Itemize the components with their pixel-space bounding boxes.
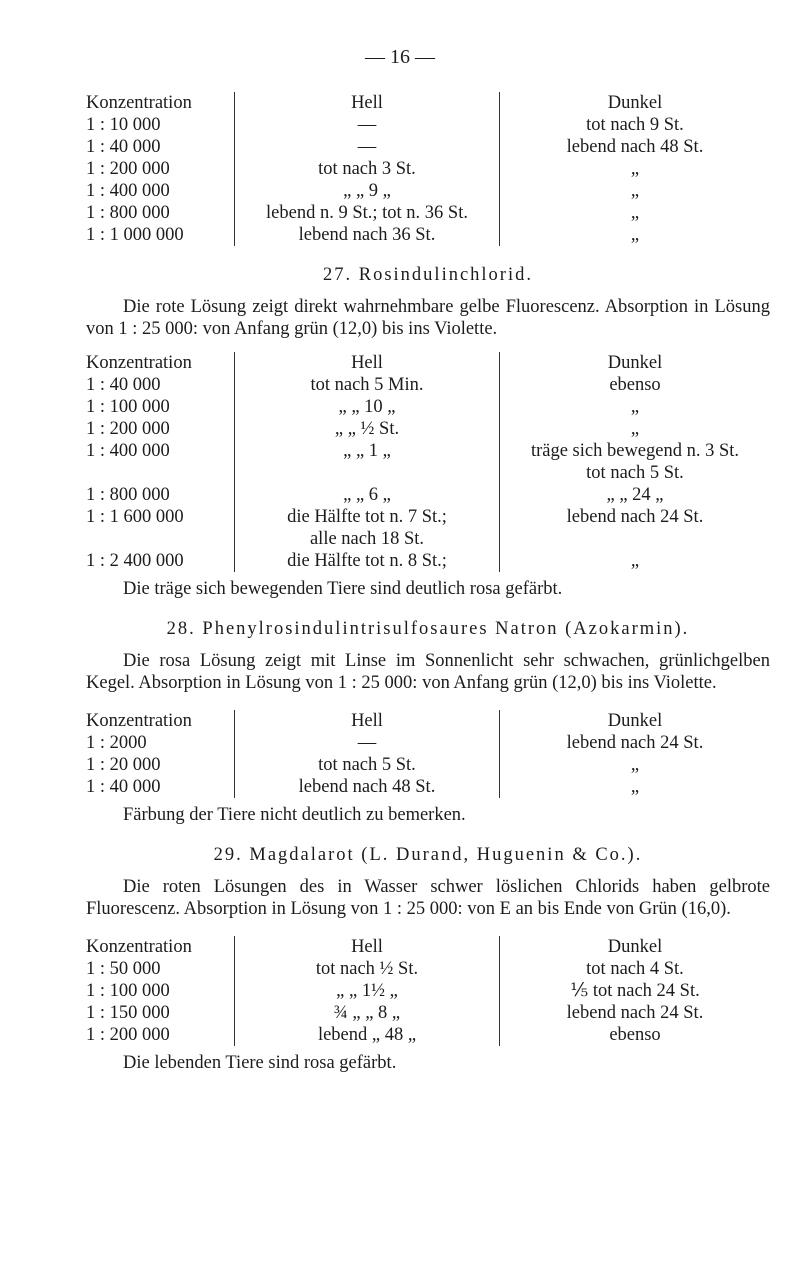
table-cell-dunkel: tot nach 9 St. [586,115,684,135]
table-cell-dunkel: ⅕ tot nach 24 St. [570,981,700,1001]
table-row [86,418,770,440]
table-2-header-hell: Hell [235,352,500,374]
page-number: — 16 — [365,46,435,68]
table-cell-dunkel: tot nach 4 St. [586,959,684,979]
table-cell-dunkel: lebend nach 24 St. [566,1003,704,1023]
table-cell-konzentration: 1 : 200 000 [86,419,170,439]
table-cell-dunkel: „ „ 24 „ [606,485,664,505]
table-cell-konzentration: 1 : 10 000 [86,115,161,135]
table-4-header-konzentration: Konzentration [86,937,192,957]
table-row [86,754,770,776]
table-cell-konzentration: 1 : 800 000 [86,203,170,223]
table-cell-hell: „ „ 6 „ [235,484,500,506]
table-1-header-hell: Hell [235,92,500,114]
table-row [86,462,770,484]
table-cell-konzentration: 1 : 1 600 000 [86,507,184,527]
table-cell-konzentration: 1 : 2000 [86,733,147,753]
table-cell-konzentration: 1 : 400 000 [86,441,170,461]
section-29-note: Die lebenden Tiere sind rosa gefärbt. [123,1053,397,1073]
table-cell-hell: lebend „ 48 „ [235,1024,500,1046]
table-cell-hell: lebend n. 9 St.; tot n. 36 St. [235,202,500,224]
section-29-paragraph: Die roten Lösungen des in Wasser schwer löslichen Chlorids haben gelbrote Fluorescenz. Absorption in Lösung von 1 : 25 000: von E an bis Ende von Grün (16,0). [86,877,770,919]
table-row [86,136,770,158]
table-cell-dunkel: ebenso [609,1025,661,1045]
section-28-note: Färbung der Tiere nicht deutlich zu bemerken. [123,805,466,825]
table-cell-hell: die Hälfte tot n. 8 St.; [235,550,500,572]
table-row [86,158,770,180]
table-row [86,528,770,550]
table-2-header-konzentration: Konzentration [86,353,192,373]
table-cell-hell: ¾ „ „ 8 „ [235,1002,500,1024]
table-cell-hell: tot nach ½ St. [235,958,500,980]
table-1-header-dunkel: Dunkel [607,93,663,113]
table-cell-hell: „ „ 1 „ [235,440,500,462]
section-28-title: 28. Phenylrosindulintrisulfosaures Natron (Azokarmin). [166,619,690,639]
table-cell-dunkel: „ [630,159,640,179]
table-1 [86,92,770,246]
table-cell-dunkel: „ [630,225,640,245]
table-cell-dunkel: tot nach 5 St. [586,463,684,483]
table-row [86,484,770,506]
table-cell-konzentration: 1 : 20 000 [86,755,161,775]
table-4-header-hell: Hell [235,936,500,958]
table-cell-dunkel: „ [630,203,640,223]
table-cell-dunkel: lebend nach 24 St. [566,733,704,753]
table-row [86,958,770,980]
table-cell-dunkel: lebend nach 48 St. [566,137,704,157]
table-row [86,440,770,462]
table-row [86,506,770,528]
table-cell-dunkel: träge sich bewegend n. 3 St. [530,441,740,461]
table-cell-konzentration: 1 : 1 000 000 [86,225,184,245]
table-cell-hell: die Hälfte tot n. 7 St.; [235,506,500,528]
table-cell-konzentration: 1 : 100 000 [86,397,170,417]
table-4-body [86,958,770,1046]
table-cell-konzentration: 1 : 800 000 [86,485,170,505]
table-row [86,374,770,396]
table-cell-konzentration [86,528,235,550]
table-cell-hell: alle nach 18 St. [235,528,500,550]
table-1-body [86,114,770,246]
table-cell-hell: tot nach 5 St. [235,754,500,776]
table-1-header-konzentration: Konzentration [86,93,192,113]
table-row [86,732,770,754]
table-cell-konzentration [86,462,235,484]
table-cell-konzentration: 1 : 50 000 [86,959,161,979]
table-cell-konzentration: 1 : 40 000 [86,137,161,157]
table-row [86,980,770,1002]
table-cell-hell [235,462,500,484]
table-cell-hell: „ „ 1½ „ [235,980,500,1002]
table-cell-hell: „ „ 10 „ [235,396,500,418]
table-cell-hell: tot nach 5 Min. [235,374,500,396]
table-row [86,202,770,224]
table-cell-hell: lebend nach 48 St. [235,776,500,798]
table-3-header-dunkel: Dunkel [607,711,663,731]
table-cell-hell: — [235,732,500,754]
table-cell-konzentration: 1 : 200 000 [86,1025,170,1045]
table-row [86,180,770,202]
table-cell-konzentration: 1 : 2 400 000 [86,551,184,571]
table-cell-konzentration: 1 : 200 000 [86,159,170,179]
table-3-header-hell: Hell [235,710,500,732]
section-27-note: Die träge sich bewegenden Tiere sind deutlich rosa gefärbt. [123,579,563,599]
section-28-paragraph: Die rosa Lösung zeigt mit Linse im Sonnenlicht sehr schwachen, grünlichgelben Kegel. Absorption in Lösung von 1 : 25 000: von Anfang grün (12,0) bis ins Violette. [86,651,770,693]
table-2 [86,352,770,572]
table-cell-hell: — [235,136,500,158]
table-row [86,396,770,418]
table-cell-dunkel: „ [630,397,640,417]
table-cell-dunkel [500,528,771,550]
table-4-header-dunkel: Dunkel [607,937,663,957]
table-cell-dunkel: lebend nach 24 St. [566,507,704,527]
table-cell-konzentration: 1 : 40 000 [86,375,161,395]
table-cell-konzentration: 1 : 150 000 [86,1003,170,1023]
table-2-header-dunkel: Dunkel [607,353,663,373]
table-3 [86,710,770,798]
table-cell-hell: — [235,114,500,136]
table-row [86,1002,770,1024]
table-3-header-konzentration: Konzentration [86,711,192,731]
table-3-body [86,732,770,798]
table-cell-hell: lebend nach 36 St. [235,224,500,246]
table-cell-dunkel: „ [630,551,640,571]
table-cell-konzentration: 1 : 100 000 [86,981,170,1001]
section-29-title: 29. Magdalarot (L. Durand, Huguenin & Co.). [213,845,643,865]
table-cell-dunkel: ebenso [609,375,661,395]
table-2-body [86,374,770,572]
table-cell-dunkel: „ [630,419,640,439]
table-cell-hell: „ „ 9 „ [235,180,500,202]
table-row [86,776,770,798]
section-27-title: 27. Rosindulinchlorid. [323,265,533,285]
table-cell-dunkel: „ [630,181,640,201]
page-content [86,92,770,1074]
table-cell-hell: tot nach 3 St. [235,158,500,180]
table-cell-hell: „ „ ½ St. [235,418,500,440]
table-row [86,550,770,572]
section-27-paragraph: Die rote Lösung zeigt direkt wahrnehmbare gelbe Fluorescenz. Absorption in Lösung von 1 : 25 000: von Anfang grün (12,0) bis ins Violette. [86,297,770,339]
table-cell-dunkel: „ [630,777,640,797]
table-row [86,224,770,246]
table-row [86,1024,770,1046]
table-4 [86,936,770,1046]
table-cell-konzentration: 1 : 400 000 [86,181,170,201]
table-cell-konzentration: 1 : 40 000 [86,777,161,797]
table-cell-dunkel: „ [630,755,640,775]
table-row [86,114,770,136]
